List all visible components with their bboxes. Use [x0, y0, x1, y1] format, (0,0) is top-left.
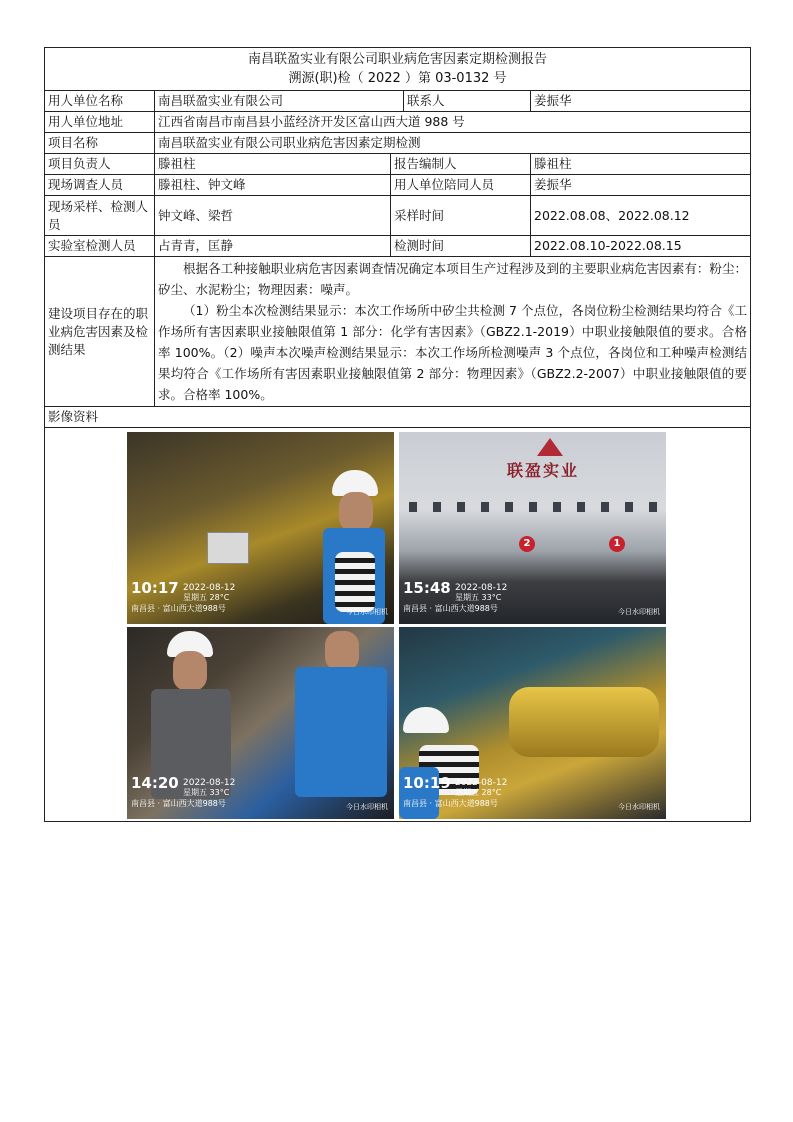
photo-workers-sampling [127, 627, 394, 819]
sampling-device [207, 532, 249, 564]
escort-label: 用人单位陪同人员 [391, 175, 531, 196]
images-label: 影像资料 [45, 407, 751, 428]
photo-factory-building [399, 432, 666, 624]
results-label: 建设项目存在的职业病危害因素及检测结果 [45, 257, 155, 407]
worker-shirt [335, 552, 375, 612]
photo-4-time: 10:19 [403, 774, 451, 792]
compiler-value: 滕祖柱 [531, 154, 751, 175]
report-table [44, 47, 751, 822]
test-time-value: 2022.08.10-2022.08.15 [531, 236, 751, 257]
client-name-label: 用人单位名称 [45, 91, 155, 112]
address-label: 用人单位地址 [45, 112, 155, 133]
sampling-time-value: 2022.08.08、2022.08.12 [531, 196, 751, 236]
project-value: 南昌联盈实业有限公司职业病危害因素定期检测 [155, 133, 751, 154]
photo-4-date: 2022-08-12 [455, 778, 508, 788]
floor-sign-1: 1 [609, 536, 625, 552]
photo-3-location: 南昌县 · 富山西大道988号 [131, 799, 226, 808]
photo-1-location: 南昌县 · 富山西大道988号 [131, 604, 226, 613]
contact-value: 姜振华 [531, 91, 751, 112]
client-name-value: 南昌联盈实业有限公司 [155, 91, 404, 112]
photo-2-camera-brand: 今日水印相机 [618, 608, 660, 616]
escort-value: 姜振华 [531, 175, 751, 196]
photo-4-watermark [403, 774, 508, 813]
test-time-label: 检测时间 [391, 236, 531, 257]
floor-sign-2: 2 [519, 536, 535, 552]
photo-3-weekday: 星期五 33°C [183, 788, 230, 797]
photo-gallery [45, 428, 751, 822]
photo-2-weekday: 星期五 33°C [455, 593, 502, 602]
sampling-staff-label: 现场采样、检测人员 [45, 196, 155, 236]
photo-2-date: 2022-08-12 [455, 583, 508, 593]
photo-noise-measuring [399, 627, 666, 819]
photo-1-date: 2022-08-12 [183, 583, 236, 593]
project-label: 项目名称 [45, 133, 155, 154]
worker-helmet [403, 707, 449, 733]
worker-2-face [325, 631, 359, 671]
worker-1-face [173, 651, 207, 691]
sampling-staff-value: 钟文峰、梁哲 [155, 196, 391, 236]
worker-2-vest [295, 667, 387, 797]
building-windows [409, 502, 659, 512]
survey-label: 现场调查人员 [45, 175, 155, 196]
photo-1-camera-brand: 今日水印相机 [346, 608, 388, 616]
photo-4-weekday: 星期五 28°C [455, 788, 502, 797]
sampling-time-label: 采样时间 [391, 196, 531, 236]
report-header [45, 48, 751, 91]
contact-label: 联系人 [404, 91, 531, 112]
report-title: 南昌联盈实业有限公司职业病危害因素定期检测报告 [247, 52, 547, 67]
company-logo-icon [537, 438, 563, 456]
compiler-label: 报告编制人 [391, 154, 531, 175]
photo-1-time: 10:17 [131, 579, 179, 597]
photo-3-date: 2022-08-12 [183, 778, 236, 788]
leader-label: 项目负责人 [45, 154, 155, 175]
photo-dust-sampling [127, 432, 394, 624]
report-number: 溯源(职)检（ 2022 ）第 03-0132 号 [288, 71, 507, 86]
photo-2-location: 南昌县 · 富山西大道988号 [403, 604, 498, 613]
photo-4-camera-brand: 今日水印相机 [618, 803, 660, 811]
photo-4-location: 南昌县 · 富山西大道988号 [403, 799, 498, 808]
report-sheet [44, 47, 750, 822]
results-paragraph-2: （1）粉尘本次检测结果显示：本次工作场所中矽尘共检测 7 个点位，各岗位粉尘检测结果均符合《工作场所有害因素职业接触限值第 1 部分：化学有害因素》（GBZ2.1-2019）中职业接触限值的要求。合格率 100%。（2）噪声本次噪声检测结果显示：本次工作场所检测噪声 3 个点位，各岗位和工种噪声检测结果均符合《工作场所有害因素职业接触限值第 2 部分：物理因素》（GBZ2.2-2007）中职业接触限值的要求。合格率 100%。 [158, 303, 747, 402]
lab-staff-value: 占青青，匡静 [155, 236, 391, 257]
results-paragraph-1: 根据各工种接触职业病危害因素调查情况确定本项目生产过程涉及到的主要职业病危害因素有：粉尘：矽尘、水泥粉尘；物理因素：噪声。 [158, 261, 747, 297]
photo-1-weekday: 星期五 28°C [183, 593, 230, 602]
machine-roller [509, 687, 659, 757]
address-value: 江西省南昌市南昌县小蓝经济开发区富山西大道 988 号 [155, 112, 751, 133]
leader-value: 滕祖柱 [155, 154, 391, 175]
photo-2-time: 15:48 [403, 579, 451, 597]
photo-3-camera-brand: 今日水印相机 [346, 803, 388, 811]
photo-1-watermark [131, 579, 236, 618]
results-text [155, 257, 751, 407]
lab-staff-label: 实验室检测人员 [45, 236, 155, 257]
survey-value: 滕祖柱、钟文峰 [155, 175, 391, 196]
worker-face [339, 492, 373, 532]
building-sign: 联盈实业 [507, 461, 580, 480]
photo-2-watermark [403, 579, 508, 618]
photo-3-watermark [131, 774, 236, 813]
photo-3-time: 14:20 [131, 774, 179, 792]
